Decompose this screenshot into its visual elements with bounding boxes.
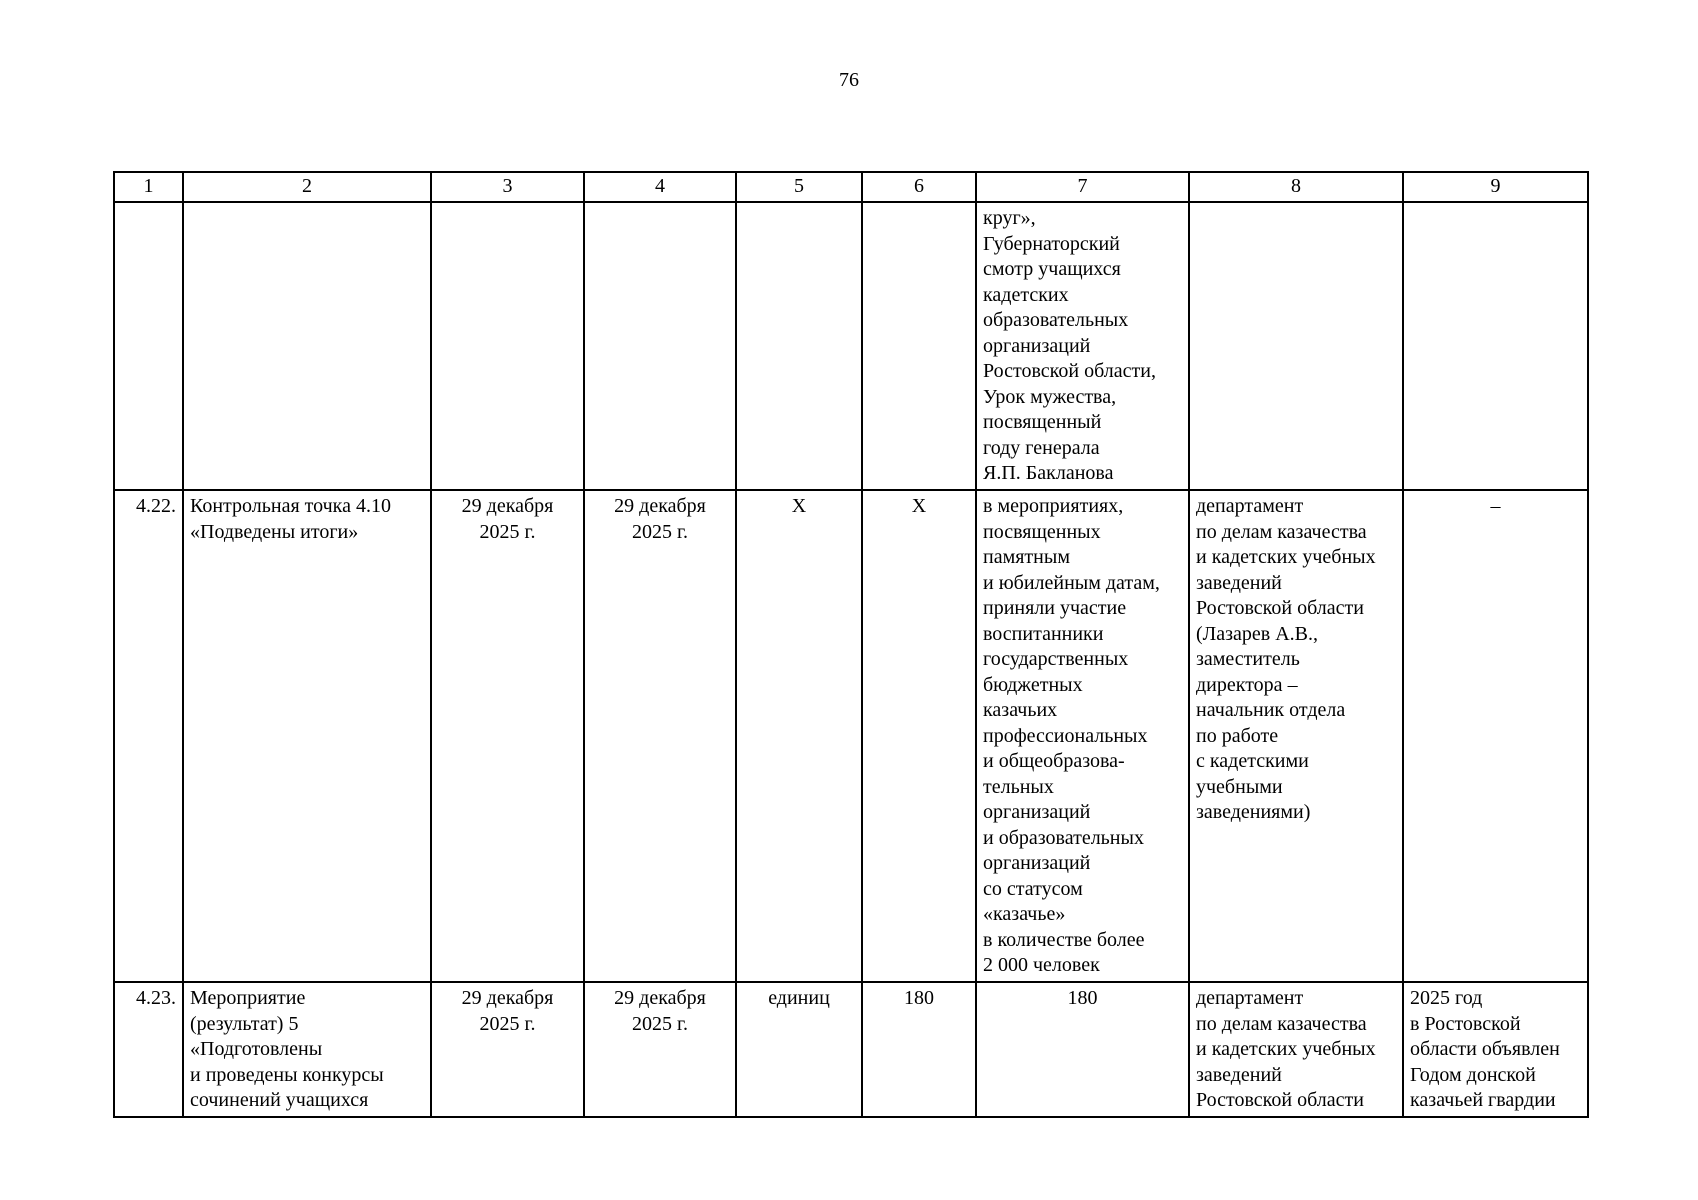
row-base-value: Х	[862, 490, 976, 982]
page-number: 76	[839, 69, 859, 91]
column-number: 7	[976, 172, 1189, 202]
table-row	[114, 490, 1588, 982]
column-number: 8	[1189, 172, 1403, 202]
row-value: 180	[976, 982, 1189, 1117]
plan-table	[113, 171, 1589, 1118]
row-end-date: 29 декабря 2025 г.	[584, 490, 736, 982]
row-note: –	[1403, 490, 1588, 982]
row-number	[114, 202, 183, 490]
row-number: 4.23.	[114, 982, 183, 1117]
column-number-row	[114, 172, 1588, 202]
row-responsible: департамент по делам казачества и кадетских учебных заведений Ростовской области (Лазарев А.В., заместитель директора – начальник отдела по работе с кадетскими учебными заведениями)	[1189, 490, 1403, 982]
table-row	[114, 982, 1588, 1117]
column-number: 6	[862, 172, 976, 202]
row-unit: Х	[736, 490, 862, 982]
row-value: в мероприятиях, посвященных памятным и юбилейным датам, приняли участие воспитанники государственных бюджетных казачьих профессиональных и общеобразова- тельных организаций и образовательных организаций со статусом «казачье» в количестве более 2 000 человек	[976, 490, 1189, 982]
column-number: 2	[183, 172, 431, 202]
row-responsible	[1189, 202, 1403, 490]
row-end-date	[584, 202, 736, 490]
row-name: Мероприятие (результат) 5 «Подготовлены и проведены конкурсы сочинений учащихся	[183, 982, 431, 1117]
row-number: 4.22.	[114, 490, 183, 982]
row-base-value: 180	[862, 982, 976, 1117]
column-number: 1	[114, 172, 183, 202]
row-end-date: 29 декабря 2025 г.	[584, 982, 736, 1117]
row-unit	[736, 202, 862, 490]
column-number: 3	[431, 172, 584, 202]
column-number: 5	[736, 172, 862, 202]
row-note	[1403, 202, 1588, 490]
row-note: 2025 год в Ростовской области объявлен Годом донской казачьей гвардии	[1403, 982, 1588, 1117]
column-number: 9	[1403, 172, 1588, 202]
row-name	[183, 202, 431, 490]
row-start-date: 29 декабря 2025 г.	[431, 490, 584, 982]
row-start-date	[431, 202, 584, 490]
row-base-value	[862, 202, 976, 490]
row-start-date: 29 декабря 2025 г.	[431, 982, 584, 1117]
table-row	[114, 202, 1588, 490]
row-unit: единиц	[736, 982, 862, 1117]
column-number: 4	[584, 172, 736, 202]
row-responsible: департамент по делам казачества и кадетских учебных заведений Ростовской области	[1189, 982, 1403, 1117]
row-name: Контрольная точка 4.10 «Подведены итоги»	[183, 490, 431, 982]
row-value: круг», Губернаторский смотр учащихся кадетских образовательных организаций Ростовской области, Урок мужества, посвященный году генерала Я.П. Бакланова	[976, 202, 1189, 490]
